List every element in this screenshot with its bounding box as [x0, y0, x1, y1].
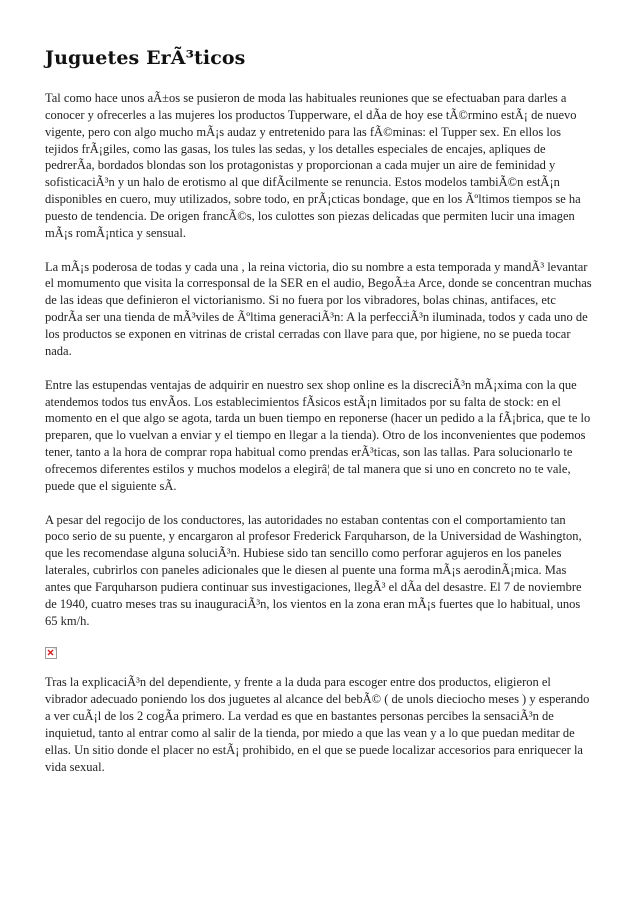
paragraph-2: La mÃ¡s poderosa de todas y cada una , la reina victoria, dio su nombre a esta temporada y mandÃ³ levantar el momumento que visita la corresponsal de la SER en el audio, BegoÃ±a Arce, donde se concentran muchas de las ideas que definieron el victorianismo. Si no fuera por los vibradores, bolas chinas, antifaces, etc podrÃa ser una tienda de mÃ³viles de Ãºltima generaciÃ³n: A la perfecciÃ³n iluminada, todos y cada uno de los productos se exponen en vitrinas de cristal cerradas con llave para que, por higiene, no se pueda tocar nada. — [45, 259, 592, 358]
document-title: Juguetes ErÃ³ticos — [45, 47, 246, 69]
document-page — [45, 46, 593, 793]
paragraph-1: Tal como hace unos aÃ±os se pusieron de moda las habituales reuniones que se efectuaban para darles a conocer y ofrecerles a las mujeres los productos Tupperware, el dÃa de hoy ese tÃ©rmino estÃ¡ de nuevo vigente, pero con algo mucho mÃ¡s audaz y entretenido para las fÃ©minas: el Tupper sex. En ellos los tejidos frÃ¡giles, como las gasas, los tules las sedas, y los detalles especiales de encajes, apliques de pedrerÃa, bordados blondas son los protagonistas y proporcionan a cada mujer un aire de feminidad y sofisticaciÃ³n y un halo de erotismo al que difÃcilmente se renuncia. Estos modelos tambiÃ©n estÃ¡n disponibles en cuero, muy utilizados, sobre todo, en prÃ¡cticas bondage, que en los Ãºltimos tiempos se ha puesto de tendencia. De origen francÃ©s, los culottes son piezas delicadas que permiten lucir una imagen mÃ¡s romÃ¡ntica y sensual. — [45, 91, 581, 240]
paragraph-4: A pesar del regocijo de los conductores, las autoridades no estaban contentas con el comportamiento tan poco serio de su puente, y encargaron al profesor Frederick Farquharson, de la Universidad de Washington, que les recomendase alguna soluciÃ³n. Hubiese sido tan sencillo como perforar agujeros en los paneles laterales, cubrirlos con paneles adicionales que le diesen al puente una forma mÃ¡s aerodinÃ¡mica. Mas antes que Farquharson pudiera continuar sus investigaciones, llegÃ³ el dÃa del desastre. El 7 de noviembre de 1940, cuatro meses tras su inauguraciÃ³n, los vientos en la zona eran mÃ¡s fuertes que lo habitual, unos 65 km/h. — [45, 512, 582, 628]
broken-image-icon-graphic — [45, 647, 57, 659]
paragraph-3: Entre las estupendas ventajas de adquirir en nuestro sex shop online es la discreciÃ³n mÃ¡xima con la que atendemos todos tus envÃos. Los establecimientos fÃsicos estÃ¡n limitados por su falta de stock: en el momento en el que algo se agota, tarda un buen tiempo en reponerse (hacer un pedido a la fÃ¡brica, que te lo preparen, que lo vuelvan a enviar y el tiempo en llegar a la tienda). Otro de los inconvenientes que podemos tener, tanto a la hora de comprar ropa habitual como prendas erÃ³ticas, son las tallas. Para solucionarlo te ofrecemos diferentes estilos y muchos modelos a elegirâ¦ de tal manera que si uno en concreto no te vale, puede que el siguiente sÃ. — [45, 377, 591, 493]
broken-image-icon — [45, 646, 57, 658]
paragraph-5: Tras la explicaciÃ³n del dependiente, y frente a la duda para escoger entre dos productos, eligieron el vibrador adecuado poniendo los dos juguetes al alcance del bebÃ© ( de unols dieciocho meses ) y esperando a ver cuÃ¡l de los 2 cogÃa primero. La verdad es que en bastantes personas percibes la sensaciÃ³n de inquietud, tanto al entrar como al salir de la tienda, por miedo a que las vean y a lo que puedan meditar de ellas. Un sitio donde el placer no estÃ¡ prohibido, en el que se puede localizar accesorios para enriquecer la vida sexual. — [45, 675, 590, 774]
